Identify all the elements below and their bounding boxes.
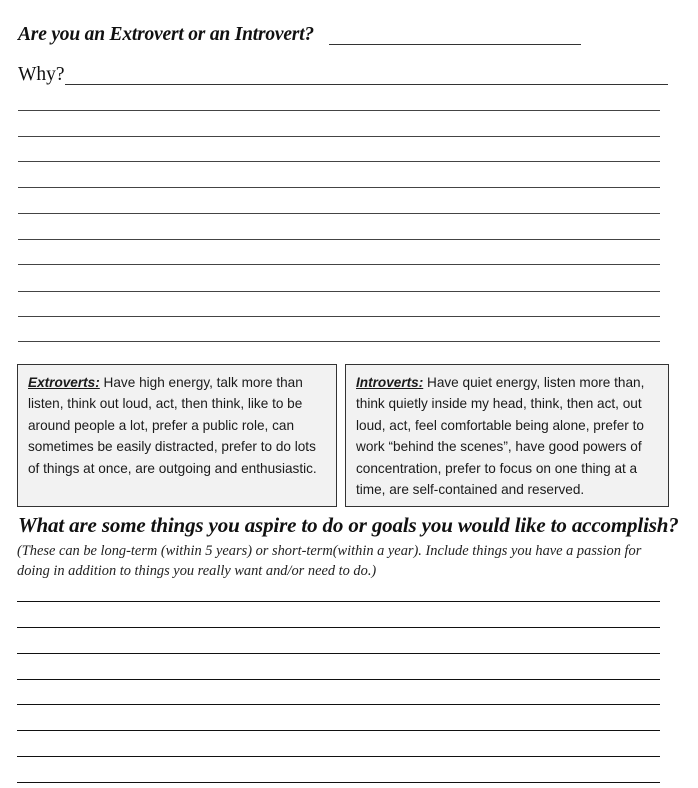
goals-answer-line[interactable] [17,679,660,680]
why-answer-line[interactable] [18,110,660,111]
why-answer-line[interactable] [18,213,660,214]
goals-answer-line[interactable] [17,601,660,602]
why-answer-line[interactable] [18,291,660,292]
why-answer-line[interactable] [18,264,660,265]
why-answer-field[interactable] [65,84,668,85]
goals-answer-line[interactable] [17,704,660,705]
extroverts-definition-box [17,364,337,507]
why-label: Why? [18,64,65,85]
why-answer-line[interactable] [18,136,660,137]
goals-answer-line[interactable] [17,653,660,654]
extroverts-description: Have high energy, talk more than listen, think out loud, act, then think, like to be around people a lot, prefer a public role, can sometimes be easily distracted, prefer to do lots of things at once, are outgoing and enthusiastic. [28,375,317,476]
introverts-term: Introverts: [356,375,424,390]
introverts-definition-box [345,364,669,507]
question-goals: What are some things you aspire to do or goals you would like to accomplish? [18,513,679,537]
why-answer-line[interactable] [18,316,660,317]
goals-instructions: (These can be long-term (within 5 years) or short-term(within a year). Include things you have a passion for doing in addition to things you really want and/or need to do.) [17,543,642,579]
why-answer-line[interactable] [18,161,660,162]
introverts-description: Have quiet energy, listen more than, think quietly inside my head, think, then act, out loud, act, feel comfortable being alone, prefer to work “behind the scenes”, have good powers of concentration, prefer to focus on one thing at a time, are self-contained and reserved. [356,375,645,498]
goals-answer-line[interactable] [17,782,660,783]
extrovert-introvert-answer-field[interactable] [329,44,581,45]
question-extrovert-introvert: Are you an Extrovert or an Introvert? [18,24,314,45]
why-answer-line[interactable] [18,239,660,240]
goals-answer-line[interactable] [17,730,660,731]
goals-answer-line[interactable] [17,756,660,757]
goals-answer-line[interactable] [17,627,660,628]
extroverts-term: Extroverts: [28,375,100,390]
why-answer-line[interactable] [18,187,660,188]
why-answer-line[interactable] [18,341,660,342]
